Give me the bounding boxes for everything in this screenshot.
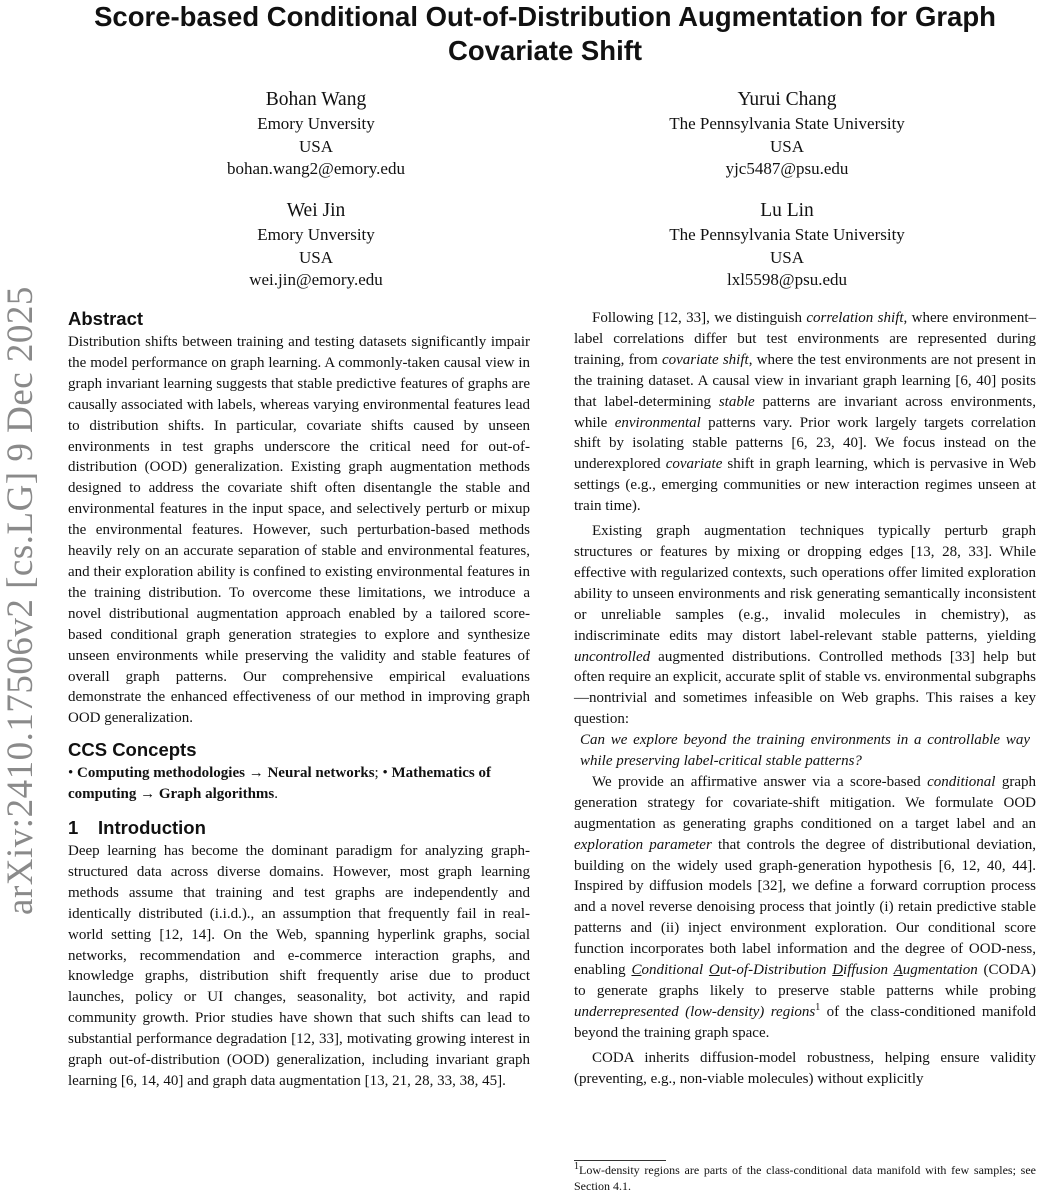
body-paragraph: CODA inherits diffusion-model robustness, helping ensure validity (preventing, e.g., non-viable molecules) without explicitly bbox=[574, 1049, 1036, 1087]
abstract-text: Distribution shifts between training and testing datasets significantly impair the model performance on graph learning. A commonly-taken causal view in graph invariant learning suggests that stable predictive features of graphs are causally associated with labels, whereas varying environmental features lead to distribution shifts. In particular, covariate shifts caused by unseen environments in test graphs underscore the critical need for out-of-distribution (OOD) generalization. Existing graph augmentation methods designed to address the covariate shift often disentangle the stable and environmental features in the input space, and selectively perturb or mixup the environmental features. However, such perturbation-based methods heavily rely on an accurate separation of stable and environmental features, and their exploration ability is confined to existing environmental features in the training distribution. To overcome these limitations, we introduce a novel distributional augmentation approach enabled by a tailored score-based conditional graph generation strategies to explore and synthesize unseen environments while preserving the validity and stable features of overall graph patterns. Our comprehensive empirical evaluations demonstrate the enhanced effectiveness of our method in improving graph OOD generalization. bbox=[68, 334, 530, 727]
author-block bbox=[607, 198, 967, 292]
introduction-heading bbox=[68, 817, 530, 839]
abstract-heading: Abstract bbox=[68, 308, 144, 329]
author-email: bohan.wang2@emory.edu bbox=[227, 159, 405, 178]
author-name: Yurui Chang bbox=[737, 89, 837, 110]
author-affiliation: The Pennsylvania State University bbox=[669, 225, 905, 244]
author-affiliation: Emory Unversity bbox=[257, 225, 375, 244]
body-paragraph: We provide an affirmative answer via a score-based conditional graph generation strategy for covariate-shift mitigation. We formulate OOD augmentation as generating graphs conditioned on a target label and an exploration parameter that controls the degree of distributional deviation, building on the widely used graph-generation hypothesis [6, 12, 40, 44]. Inspired by diffusion models [32], we define a forward corruption process and a novel reverse denoising process that jointly (i) retain predictive stable patterns and (ii) inject environment exploration. Our conditional score function incorporates both label information and the degree of OOD-ness, enabling Conditional Out-of-Distribution Diffusion Augmentation (CODA) to generate graphs likely to preserve stable patterns while probing underrepresented (low-density) regions$^1$ of the class-conditioned manifold beyond the training graph space. bbox=[574, 773, 1037, 1041]
section-title: Introduction bbox=[98, 817, 206, 839]
ccs-arrow: → bbox=[244, 765, 268, 782]
author-name: Wei Jin bbox=[286, 200, 346, 221]
footnote bbox=[574, 1163, 1036, 1194]
ccs-concept: Graph algorithms bbox=[158, 786, 275, 803]
ccs-bullet: • bbox=[68, 765, 78, 782]
author-block bbox=[136, 198, 496, 292]
author-country: USA bbox=[769, 136, 804, 156]
ccs-concept: Computing methodologies bbox=[77, 765, 245, 782]
footnote-divider bbox=[574, 1160, 666, 1161]
body-paragraph: Following [12, 33], we distinguish correlation shift, where environment–label correlations differ but test environments are represented during training, from covariate shift, where the test environments are not present in the training dataset. A causal view in invariant graph learning [6, 40] posits that label-determining stable patterns are invariant across environments, while environmental patterns vary. Prior work largely targets correlation shift by isolating stable patterns [6, 23, 40]. We focus instead on the underexplored covariate shift in graph learning, which is pervasive in Web settings (e.g., emerging communities or new interaction regimes unseen at train time). bbox=[574, 310, 1037, 515]
footnote-marker: 1 bbox=[815, 1001, 821, 1013]
author-country: USA bbox=[298, 247, 333, 267]
ccs-heading: CCS Concepts bbox=[68, 739, 197, 761]
author-block bbox=[136, 87, 496, 181]
author-affiliation: The Pennsylvania State University bbox=[669, 114, 905, 133]
author-email: lxl5598@psu.edu bbox=[726, 270, 847, 289]
author-name: Lu Lin bbox=[760, 200, 814, 221]
key-question: Can we explore beyond the training environments in a controllable way while preserving label-critical stable patterns? bbox=[580, 732, 1030, 770]
arxiv-id-text: arXiv:2410.17506v2 [cs.LG] 9 Dec 2025 bbox=[0, 285, 41, 915]
left-column bbox=[68, 308, 530, 1092]
author-block bbox=[607, 87, 967, 181]
introduction-section bbox=[68, 817, 530, 1092]
ccs-arrow: → bbox=[136, 786, 159, 803]
ccs-concepts bbox=[68, 763, 530, 805]
ccs-section bbox=[68, 739, 530, 805]
right-column bbox=[574, 308, 1036, 1090]
ccs-end: . bbox=[274, 786, 279, 803]
ccs-separator: ; • bbox=[374, 765, 392, 782]
author-affiliation: Emory Unversity bbox=[257, 114, 375, 133]
abstract-section bbox=[68, 308, 530, 729]
footnote-number: 1 bbox=[574, 1161, 579, 1172]
ccs-concept: Mathematics of computing bbox=[68, 765, 492, 803]
ccs-concept: Neural networks bbox=[267, 765, 375, 782]
body-paragraph: Existing graph augmentation techniques typically perturb graph structures or features by mixing or dropping edges [13, 28, 33]. While effective with regularized contexts, such operations offer limited exploration ability to unseen environments and risk generating semantically inconsistent or unreliable samples (e.g., invalid molecules in chemistry), as indiscriminate edits may distort label-relevant stable patterns, yielding uncontrolled augmented distributions. Controlled methods [33] help but often require an explicit, accurate split of stable vs. environmental subgraphs—nontrivial and sometimes infeasible on Web graphs. This raises a key question: bbox=[574, 523, 1036, 728]
author-email: yjc5487@psu.edu bbox=[725, 159, 849, 178]
author-name: Bohan Wang bbox=[265, 89, 367, 110]
footnote-text: Low-density regions are parts of the class-conditional data manifold with few samples; see Section 4.1. bbox=[574, 1163, 1036, 1193]
arxiv-stamp bbox=[0, 0, 44, 1200]
author-email: wei.jin@emory.edu bbox=[249, 270, 383, 289]
paper-title: Score-based Conditional Out-of-Distribution Augmentation for Graph Covariate Shift bbox=[94, 1, 996, 66]
section-number: 1 bbox=[68, 817, 79, 839]
author-country: USA bbox=[298, 136, 333, 156]
author-country: USA bbox=[769, 247, 804, 267]
intro-paragraph: Deep learning has become the dominant paradigm for analyzing graph-structured data across diverse domains. However, most graph learning methods assume that training and test graphs are independently and identically distributed (i.i.d.)., an assumption that frequently fail in real-world setting [12, 14]. On the Web, spanning hyperlink graphs, social networks, recommendation and e-commerce interaction graphs, and knowledge graphs, distribution shift frequently arise due to product launches, policy or UI changes, seasonality, bot activity, and rapid community growth. Prior studies have shown that such shifts can lead to substantial performance degradation [12, 33], motivating growing interest in graph out-of-distribution (OOD) generalization, including invariant graph learning [6, 14, 40] and graph data augmentation [13, 21, 28, 33, 38, 45]. bbox=[68, 843, 530, 1089]
